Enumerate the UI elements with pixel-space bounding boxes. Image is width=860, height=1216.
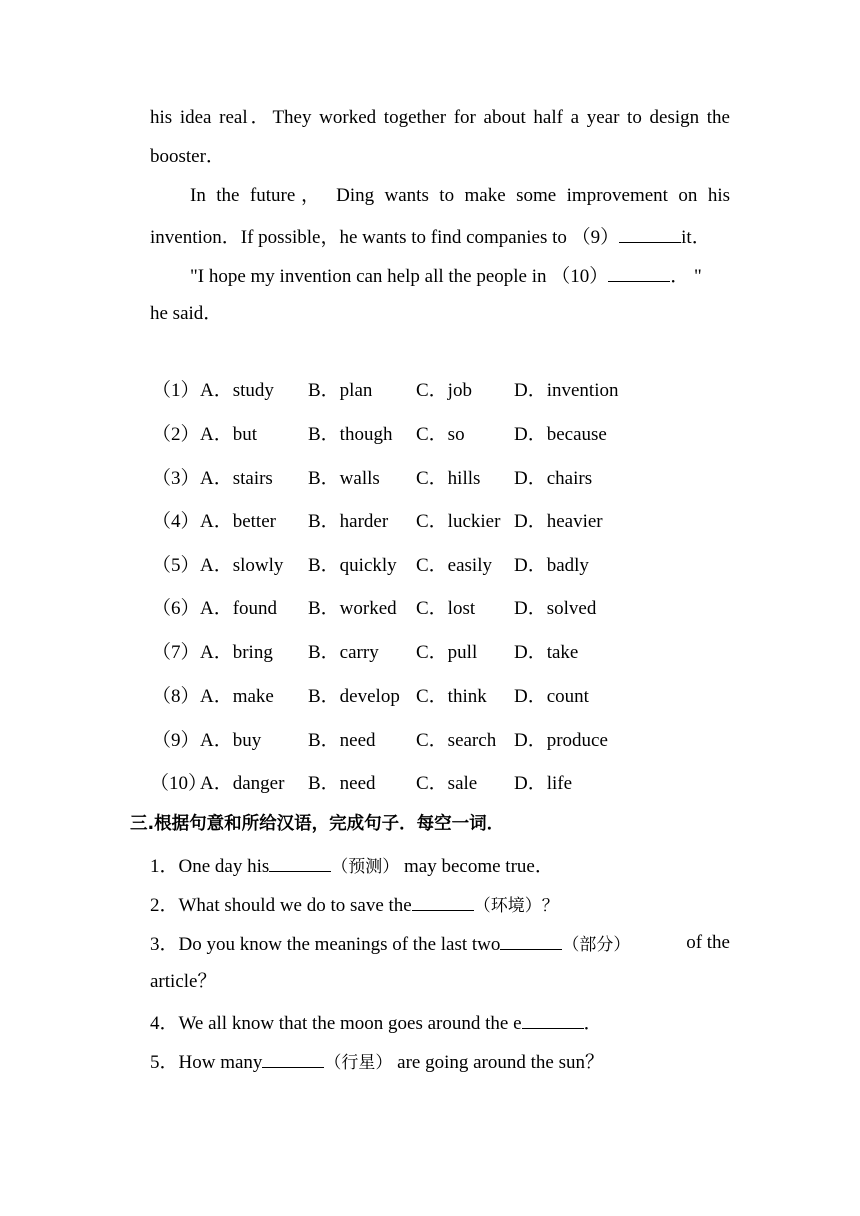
option-choice-a[interactable]: A．but: [200, 424, 258, 445]
option-choice-a[interactable]: A．stairs: [200, 468, 273, 489]
option-number: （7）: [152, 642, 200, 663]
question-5-end: are going around the sun？: [392, 1052, 604, 1073]
passage-line-4: [150, 225, 711, 249]
passage-line-4-end: it．: [681, 227, 711, 248]
question-4-blank[interactable]: [522, 1011, 584, 1029]
section-3-heading: 三.根据句意和所给汉语，完成句子．每空一词．: [130, 814, 505, 834]
option-choice-a[interactable]: A．buy: [200, 730, 262, 751]
option-choice-a[interactable]: A．bring: [200, 642, 273, 663]
question-1: [150, 854, 554, 878]
question-2: [150, 893, 559, 917]
option-choice-b[interactable]: B．harder: [308, 511, 389, 532]
option-number: （3）: [152, 468, 200, 489]
question-2-blank[interactable]: [412, 893, 474, 911]
question-2-hint: （环境）？: [473, 896, 559, 916]
option-choice-b[interactable]: B．though: [308, 424, 393, 445]
question-5: [150, 1050, 604, 1074]
option-choice-a[interactable]: A．study: [200, 380, 274, 401]
option-choice-d[interactable]: D．life: [514, 773, 573, 794]
passage-line-5: [190, 264, 702, 288]
passage-line-5-end: ． ": [670, 266, 702, 287]
option-number: （4）: [152, 511, 200, 532]
option-number: （2）: [152, 424, 200, 445]
option-number: （8）: [152, 686, 200, 707]
option-choice-c[interactable]: C．lost: [416, 598, 476, 619]
question-2-text: 2．What should we do to save the: [150, 895, 412, 916]
question-5-hint: （行星）: [324, 1053, 393, 1073]
option-choice-b[interactable]: B．plan: [308, 380, 373, 401]
passage-line-1: his idea real．They worked together for about half a year to design the: [150, 107, 730, 128]
question-3: [150, 932, 730, 956]
option-choice-b[interactable]: B．need: [308, 773, 376, 794]
question-4-text: 4．We all know that the moon goes around the e: [150, 1013, 522, 1034]
option-choice-c[interactable]: C．search: [416, 730, 497, 751]
question-4-end: ．: [583, 1013, 603, 1034]
option-choice-d[interactable]: D．take: [514, 642, 579, 663]
passage-line-2: booster．: [150, 146, 225, 167]
option-choice-a[interactable]: A．found: [200, 598, 278, 619]
question-1-blank[interactable]: [269, 854, 331, 872]
option-choice-c[interactable]: C．job: [416, 380, 472, 401]
option-choice-d[interactable]: D．because: [514, 424, 607, 445]
question-3-end: of the: [686, 932, 730, 953]
passage-line-4-text: invention．If possible，he wants to find companies to （9）: [150, 227, 620, 248]
option-choice-c[interactable]: C．luckier: [416, 511, 501, 532]
option-number: （6）: [152, 598, 200, 619]
option-choice-a[interactable]: A．make: [200, 686, 274, 707]
option-choice-c[interactable]: C．hills: [416, 468, 481, 489]
option-number: （10）: [150, 773, 208, 794]
option-choice-c[interactable]: C．sale: [416, 773, 478, 794]
question-5-text: 5．How many: [150, 1052, 263, 1073]
question-3-continuation: article？: [150, 971, 217, 992]
option-choice-c[interactable]: C．pull: [416, 642, 478, 663]
option-number: （5）: [152, 555, 200, 576]
option-choice-b[interactable]: B．worked: [308, 598, 397, 619]
option-choice-d[interactable]: D．produce: [514, 730, 608, 751]
option-choice-a[interactable]: A．slowly: [200, 555, 284, 576]
option-choice-b[interactable]: B．carry: [308, 642, 379, 663]
answer-blank-10[interactable]: [608, 264, 670, 282]
question-1-hint: （预测）: [331, 857, 400, 877]
option-number: （1）: [152, 380, 200, 401]
option-choice-d[interactable]: D．invention: [514, 380, 619, 401]
option-choice-d[interactable]: D．chairs: [514, 468, 593, 489]
option-choice-d[interactable]: D．badly: [514, 555, 589, 576]
question-3-hint: （部分）: [562, 935, 631, 955]
option-choice-b[interactable]: B．develop: [308, 686, 400, 707]
passage-line-6: he said．: [150, 303, 223, 324]
question-5-blank[interactable]: [262, 1050, 324, 1068]
question-1-text: 1．One day his: [150, 856, 270, 877]
option-choice-c[interactable]: C．think: [416, 686, 487, 707]
option-choice-b[interactable]: B．quickly: [308, 555, 397, 576]
option-choice-d[interactable]: D．solved: [514, 598, 597, 619]
option-choice-d[interactable]: D．heavier: [514, 511, 603, 532]
option-choice-b[interactable]: B．walls: [308, 468, 380, 489]
option-choice-a[interactable]: A．better: [200, 511, 276, 532]
option-choice-c[interactable]: C．so: [416, 424, 465, 445]
question-4: [150, 1011, 603, 1035]
answer-blank-9[interactable]: [619, 225, 681, 243]
question-3-text: 3．Do you know the meanings of the last two: [150, 934, 501, 955]
option-choice-c[interactable]: C．easily: [416, 555, 492, 576]
option-choice-b[interactable]: B．need: [308, 730, 376, 751]
question-1-end: may become true．: [399, 856, 554, 877]
question-3-blank[interactable]: [500, 932, 562, 950]
option-number: （9）: [152, 730, 200, 751]
option-choice-a[interactable]: A．danger: [200, 773, 285, 794]
passage-line-5-text: "I hope my invention can help all the people in （10）: [190, 266, 609, 287]
passage-line-3: In the future， Ding wants to make some improvement on his: [190, 185, 730, 206]
option-choice-d[interactable]: D．count: [514, 686, 589, 707]
